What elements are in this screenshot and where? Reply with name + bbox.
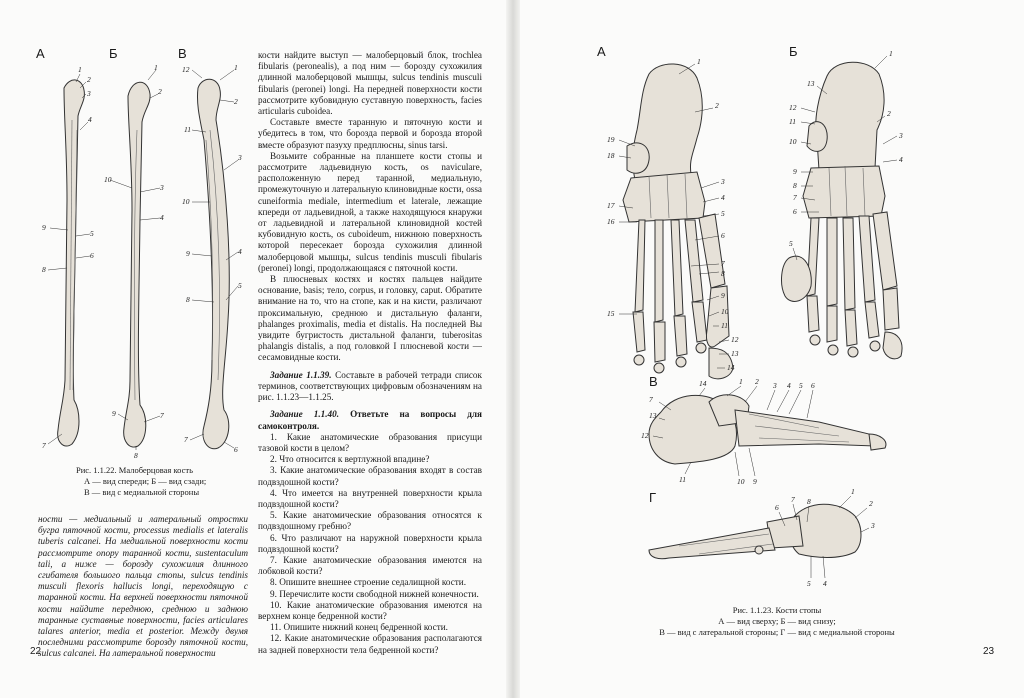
svg-text:5: 5 xyxy=(90,229,94,238)
svg-text:15: 15 xyxy=(607,309,615,318)
question-item: 9. Перечислите кости свободной нижней конечности. xyxy=(270,588,479,599)
fibula-front-view xyxy=(58,80,85,446)
svg-text:12: 12 xyxy=(731,335,739,344)
figure-caption-foot xyxy=(647,605,907,638)
question-item: 5. Какие анатомические образования относятся к подвздошному гребню? xyxy=(258,510,482,532)
svg-text:13: 13 xyxy=(649,411,657,420)
figure-letter-d: Г xyxy=(649,490,657,505)
svg-text:9: 9 xyxy=(42,223,46,232)
svg-text:8: 8 xyxy=(793,181,797,190)
task-text: Ответьте на вопросы для самоконтроля. xyxy=(258,409,482,431)
book-gutter xyxy=(506,0,520,698)
task-text: Составьте в рабочей тетради список терминов, соответствующих цифровым обозначениям на рис. 1.1.23—1.1.25. xyxy=(258,369,482,403)
svg-text:3: 3 xyxy=(238,153,242,162)
svg-text:9: 9 xyxy=(721,291,725,300)
question-item: 10. Какие анатомические образования имеются на верхнем конце бедренной кости? xyxy=(258,599,482,621)
svg-text:18: 18 xyxy=(607,151,615,160)
svg-text:3: 3 xyxy=(160,183,164,192)
question-item: 2. Что относится к вертлужной впадине? xyxy=(270,454,430,465)
caption-line: В — вид с медиальной стороны xyxy=(84,487,200,497)
svg-text:8: 8 xyxy=(807,497,811,506)
svg-text:17: 17 xyxy=(607,201,615,210)
svg-text:3: 3 xyxy=(871,521,875,530)
svg-text:5: 5 xyxy=(807,579,811,588)
svg-text:8: 8 xyxy=(186,295,190,304)
svg-text:10: 10 xyxy=(182,197,190,206)
foot-lateral-view xyxy=(649,395,886,464)
svg-text:12: 12 xyxy=(789,103,797,112)
question-item: 3. Какие анатомические образования входят в состав подвздошной кости? xyxy=(258,465,482,487)
text-column-right xyxy=(258,50,482,656)
svg-text:3: 3 xyxy=(899,131,903,140)
svg-text:10: 10 xyxy=(104,175,112,184)
svg-text:3: 3 xyxy=(773,381,777,390)
svg-text:6: 6 xyxy=(90,251,94,260)
figure-letter-b: Б xyxy=(109,46,118,61)
foot-bones-illustration xyxy=(579,50,999,600)
svg-text:7: 7 xyxy=(793,193,797,202)
svg-text:7: 7 xyxy=(649,395,653,404)
question-item: 4. Что имеется на внутренней поверхности крыла подвздошной кости? xyxy=(258,487,482,509)
svg-text:7: 7 xyxy=(184,435,188,444)
svg-text:8: 8 xyxy=(42,265,46,274)
svg-text:10: 10 xyxy=(721,307,729,316)
svg-text:4: 4 xyxy=(721,193,725,202)
svg-text:2: 2 xyxy=(158,87,162,96)
svg-text:1: 1 xyxy=(78,65,82,74)
page-number-left: 22 xyxy=(30,646,42,657)
svg-text:2: 2 xyxy=(887,109,891,118)
paragraph: кости найдите выступ — малоберцовый блок, trochlea fibularis (peronealis), а под ним — борозду сухожилия длинной малоберцовой мышцы, sulcus tendinis musculi fibularis (peronei) longi. На передней поверхности кости рассмотрите кубовидную суставную поверхность, facies articularis cuboidea. xyxy=(258,50,482,117)
svg-text:11: 11 xyxy=(721,321,728,330)
task-label: Задание 1.1.40. xyxy=(270,409,340,420)
figure-letter-a: А xyxy=(597,44,606,59)
svg-text:13: 13 xyxy=(807,79,815,88)
caption-title: Рис. 1.1.23. Кости стопы xyxy=(732,605,822,615)
svg-text:5: 5 xyxy=(789,239,793,248)
svg-text:16: 16 xyxy=(607,217,615,226)
question-item: 1. Какие анатомические образования присущи тазовой кости в целом? xyxy=(258,431,482,453)
svg-text:3: 3 xyxy=(721,177,725,186)
svg-text:9: 9 xyxy=(793,167,797,176)
paragraph: Возьмите собранные на планшете кости стопы и рассмотрите ладьевидную кость, os naviculare, расположенную перед таранной, медиальную, промежуточную и латеральную клиновидные кости, ossa cuneiformia mediale, intermedium et laterale, лежащие кпереди от ладьевидной, а также находящуюся кнаружи от ладьевидной и латеральной клиновидной костей кубовидную кость, os cuboideum, нижнюю поверхность которой пересекает борозда сухожилия длинной малоберцовой мышцы, sulcus tendinis musculi fibularis (peronei) longi, продолжающаяся с пяточной кости. xyxy=(258,150,482,273)
svg-text:12: 12 xyxy=(182,65,190,74)
caption-title: Рис. 1.1.22. Малоберцовая кость xyxy=(76,465,193,475)
svg-text:11: 11 xyxy=(679,475,686,484)
svg-text:19: 19 xyxy=(607,135,615,144)
svg-text:2: 2 xyxy=(715,101,719,110)
svg-text:3: 3 xyxy=(87,89,91,98)
svg-text:12: 12 xyxy=(641,431,649,440)
svg-text:1: 1 xyxy=(851,487,855,496)
svg-text:5: 5 xyxy=(721,209,725,218)
foot-bottom-view xyxy=(782,62,903,359)
svg-text:9: 9 xyxy=(112,409,116,418)
fibula-medial-view xyxy=(197,79,229,449)
fibula-illustration xyxy=(20,60,260,460)
caption-line: А — вид сверху; Б — вид снизу; xyxy=(718,616,836,626)
svg-text:4: 4 xyxy=(88,115,92,124)
svg-text:4: 4 xyxy=(899,155,903,164)
question-item: 12. Какие анатомические образования располагаются на задней поверхности тела бедренной кости? xyxy=(258,633,482,655)
svg-text:6: 6 xyxy=(811,381,815,390)
task-1-1-39 xyxy=(258,370,482,404)
figure-letter-c: В xyxy=(649,374,658,389)
figure-letter-a: А xyxy=(36,46,45,61)
svg-text:9: 9 xyxy=(753,477,757,486)
svg-text:1: 1 xyxy=(697,57,701,66)
svg-text:11: 11 xyxy=(789,117,796,126)
question-item: 8. Опишите внешнее строение седалищной кости. xyxy=(270,577,467,588)
svg-text:6: 6 xyxy=(775,503,779,512)
svg-text:8: 8 xyxy=(134,451,138,460)
svg-text:2: 2 xyxy=(234,97,238,106)
svg-text:4: 4 xyxy=(787,381,791,390)
caption-line: В — вид с латеральной стороны; Г — вид с медиальной стороны xyxy=(659,627,895,637)
svg-text:10: 10 xyxy=(789,137,797,146)
svg-text:2: 2 xyxy=(755,377,759,386)
svg-text:2: 2 xyxy=(869,499,873,508)
svg-text:6: 6 xyxy=(793,207,797,216)
svg-text:6: 6 xyxy=(234,445,238,454)
fibula-back-view xyxy=(124,82,150,447)
svg-text:11: 11 xyxy=(184,125,191,134)
page-number-right: 23 xyxy=(983,646,995,657)
right-page xyxy=(519,0,1024,698)
question-item: 11. Опишите нижний конец бедренной кости. xyxy=(270,622,448,633)
left-page xyxy=(0,0,507,698)
svg-text:4: 4 xyxy=(160,213,164,222)
svg-text:2: 2 xyxy=(87,75,91,84)
question-item: 7. Какие анатомические образования имеются на лобковой кости? xyxy=(258,554,482,577)
svg-text:1: 1 xyxy=(889,50,893,58)
svg-text:10: 10 xyxy=(737,477,745,486)
svg-text:7: 7 xyxy=(721,259,725,268)
svg-text:7: 7 xyxy=(42,441,46,450)
figure-caption-fibula xyxy=(76,465,246,498)
svg-text:6: 6 xyxy=(721,231,725,240)
svg-text:14: 14 xyxy=(727,363,735,372)
paragraph: Составьте вместе таранную и пяточную кости и убедитесь в том, что борозда первой и борозда второй вместе образуют пазуху предплюсны, sinus tarsi. xyxy=(258,117,482,150)
caption-line: А — вид спереди; Б — вид сзади; xyxy=(84,476,207,486)
svg-text:1: 1 xyxy=(234,63,238,72)
svg-text:13: 13 xyxy=(731,349,739,358)
svg-text:7: 7 xyxy=(791,495,795,504)
svg-text:14: 14 xyxy=(699,379,707,388)
task-1-1-40 xyxy=(258,409,482,431)
question-item: 6. Что различают на наружной поверхности крыла подвздошной кости? xyxy=(258,532,482,554)
svg-text:9: 9 xyxy=(186,249,190,258)
svg-text:5: 5 xyxy=(799,381,803,390)
svg-text:1: 1 xyxy=(154,63,158,72)
svg-text:5: 5 xyxy=(238,281,242,290)
figure-letter-b: Б xyxy=(789,44,798,59)
svg-text:8: 8 xyxy=(721,269,725,278)
task-label: Задание 1.1.39. xyxy=(270,369,332,380)
svg-text:4: 4 xyxy=(823,579,827,588)
svg-text:7: 7 xyxy=(160,411,164,420)
svg-text:4: 4 xyxy=(238,247,242,256)
svg-text:1: 1 xyxy=(739,377,743,386)
foot-top-view xyxy=(623,64,733,379)
paragraph: В плюсневых костях и костях пальцев найдите основание, basis; тело, corpus, и головку, caput. Обратите внимание на то, что на стопе, как и на кисти, различают проксимальную, среднюю и дистальную фаланги, phalanges proximalis, media et distalis. На последней Вы увидите бугристость дистальной фаланги, tuberositas phalangis distalis, а под головкой I плюсневой кости — сесамовидные кости. xyxy=(258,274,482,363)
figure-letter-c: В xyxy=(178,46,187,61)
foot-medial-view xyxy=(649,504,861,558)
text-bottom-left: ности — медиальный и латеральный отростки бугра пяточной кости, processus medialis et lateralis tuberis calcanei. На медиальной поверхности кости рассмотрите опору таранной кости, sustentaculum tali, а ниже — борозду сухожилия длинного сгибателя большого пальца стопы, sulcus tendinis musculi flexoris hallucis longi, переходящую с таранной кости. На верхней поверхности пяточной кости найдите переднюю, среднюю и заднюю таранные суставные поверхности, facies articulares talares anterior, media et posterior. Между двумя последними рассмотрите борозду пяточной кости, sulcus calcanei. На латеральной поверхности xyxy=(38,514,248,659)
